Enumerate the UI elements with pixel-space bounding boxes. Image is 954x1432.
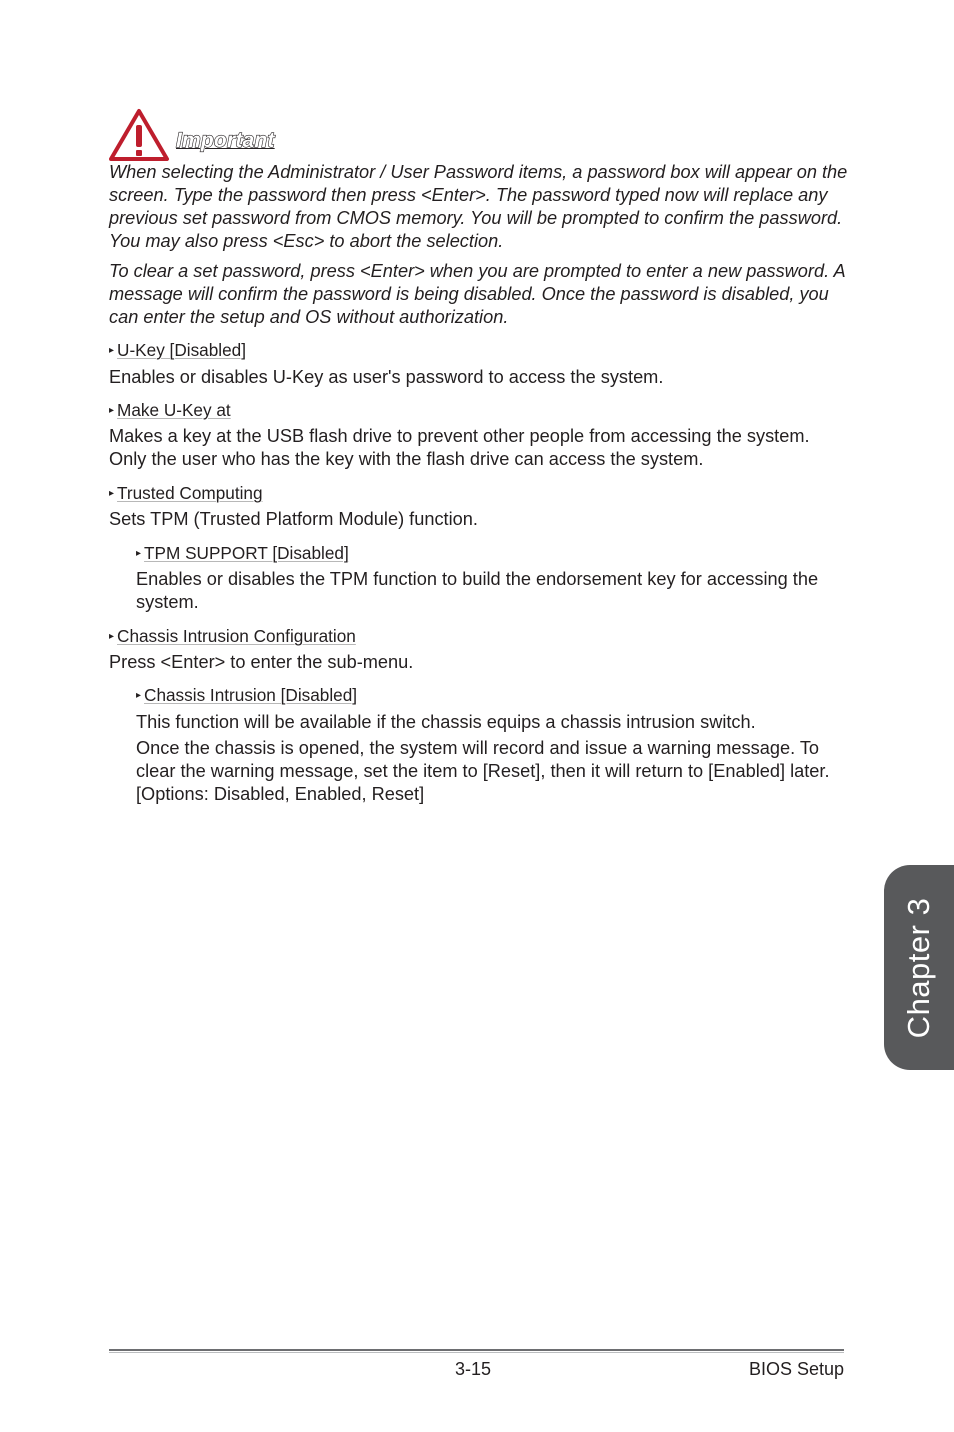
item-heading-chassis-intrusion-configuration: ▸ Chassis Intrusion Configuration — [109, 626, 356, 646]
bullet-triangle-icon: ▸ — [109, 345, 115, 356]
chapter-tab — [884, 865, 954, 1070]
chapter-tab-label: Chapter 3 — [901, 897, 936, 1038]
item-heading-u-key: ▸ U-Key [Disabled] — [109, 340, 246, 360]
item-heading-trusted-computing: ▸ Trusted Computing — [109, 483, 263, 503]
footer-divider-light — [109, 1352, 844, 1353]
important-paragraph-2: To clear a set password, press <Enter> when you are prompted to enter a new password. A message will confirm the password is being disabled. Once the password is disabled, you can enter the setup and OS without authorization. — [109, 261, 845, 327]
footer-divider — [109, 1349, 844, 1351]
item-description-make-u-key: Makes a key at the USB flash drive to prevent other people from accessing the system. Only the user who has the key with the flash drive can access the system. — [109, 426, 810, 469]
item-heading-chassis-intrusion: ▸ Chassis Intrusion [Disabled] — [136, 685, 358, 705]
warning-triangle-icon — [108, 108, 170, 162]
bullet-triangle-icon: ▸ — [109, 405, 115, 416]
bullet-triangle-icon: ▸ — [109, 631, 115, 642]
item-heading-make-u-key: ▸ Make U-Key at — [109, 400, 231, 420]
bullet-triangle-icon: ▸ — [136, 548, 142, 559]
item-description-chassis-intrusion-configuration: Press <Enter> to enter the sub-menu. — [109, 652, 414, 672]
important-title: Important — [176, 129, 275, 152]
item-description-tpm-support: Enables or disables the TPM function to build the endorsement key for accessing the system. — [136, 569, 819, 612]
item-description-chassis-intrusion-2: Once the chassis is opened, the system will record and issue a warning message. To clear the warning message, set the item to [Reset], then it will return to [Enabled] later. [Options: Disabled, Enabled, Reset] — [136, 738, 830, 804]
item-heading-tpm-support: ▸ TPM SUPPORT [Disabled] — [136, 543, 349, 563]
footer-section-title: BIOS Setup — [748, 1359, 844, 1379]
item-description-trusted-computing: Sets TPM (Trusted Platform Module) function. — [109, 509, 478, 529]
footer-page-number: 3-15 — [455, 1359, 492, 1379]
important-paragraph-1: When selecting the Administrator / User Password items, a password box will appear on the screen. Type the password then press <Enter>. The password typed now will replace any previous set password from CMOS memory. You will be prompted to confirm the password. You may also press <Esc> to abort the selection. — [109, 162, 848, 251]
item-description-u-key: Enables or disables U-Key as user's password to access the system. — [109, 367, 664, 387]
bullet-triangle-icon: ▸ — [109, 488, 115, 499]
bullet-triangle-icon: ▸ — [136, 690, 142, 701]
item-description-chassis-intrusion: This function will be available if the chassis equips a chassis intrusion switch. — [136, 712, 756, 732]
